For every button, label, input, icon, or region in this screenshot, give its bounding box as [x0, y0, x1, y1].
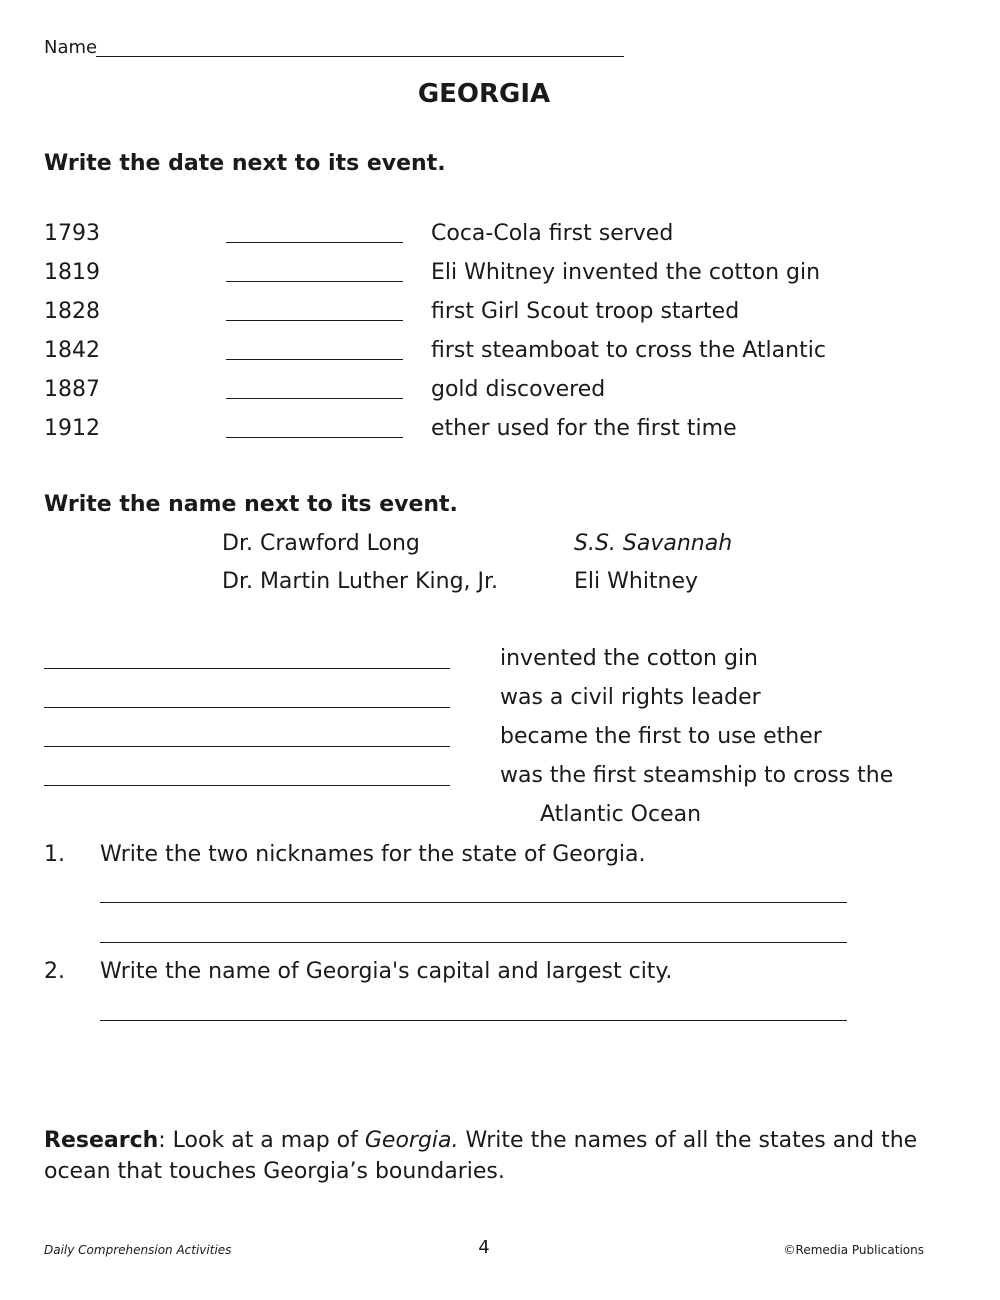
event-text: Eli Whitney invented the cotton gin	[431, 260, 821, 285]
page-title: GEORGIA	[417, 79, 551, 109]
word-bank-item: S.S. Savannah	[574, 531, 733, 556]
answer-line[interactable]	[100, 1020, 847, 1021]
question-text: Write the two nicknames for the state of Georgia.	[100, 842, 646, 867]
event-text: became the first to use ether	[500, 724, 822, 749]
section1-instruction: Write the date next to its event.	[44, 151, 446, 176]
footer-right: ©Remedia Publications	[783, 1243, 924, 1257]
date-answer-line[interactable]	[226, 398, 403, 399]
date-answer-line[interactable]	[226, 437, 403, 438]
date-1887: 1887	[44, 377, 100, 402]
event-text: gold discovered	[431, 377, 606, 402]
event-text: was a civil rights leader	[500, 685, 761, 710]
date-1912: 1912	[44, 416, 100, 441]
date-1793: 1793	[44, 221, 100, 246]
question-number: 2.	[44, 959, 65, 984]
date-answer-line[interactable]	[226, 359, 403, 360]
page-number: 4	[478, 1237, 490, 1258]
answer-line[interactable]	[100, 942, 847, 943]
name-answer-line[interactable]	[44, 707, 450, 708]
section2-instruction: Write the name next to its event.	[44, 492, 458, 517]
name-answer-line[interactable]	[44, 785, 450, 786]
word-bank-item: Dr. Crawford Long	[222, 531, 420, 556]
research-label: Research	[44, 1128, 159, 1153]
research-line-1	[44, 1128, 917, 1154]
footer-left: Daily Comprehension Activities	[44, 1243, 232, 1257]
answer-line[interactable]	[100, 902, 847, 903]
research-line-2: ocean that touches Georgia’s boundaries.	[44, 1159, 505, 1184]
name-answer-line[interactable]	[44, 746, 450, 747]
event-text-continued: Atlantic Ocean	[540, 802, 702, 827]
research-text: Write the names of all the states and the	[458, 1128, 918, 1153]
question-number: 1.	[44, 842, 65, 867]
name-label: Name	[44, 37, 98, 58]
research-text: : Look at a map of	[158, 1128, 365, 1153]
name-answer-line[interactable]	[44, 668, 450, 669]
date-1819: 1819	[44, 260, 100, 285]
research-map-word: Georgia.	[364, 1128, 459, 1153]
date-1828: 1828	[44, 299, 100, 324]
event-text: first Girl Scout troop started	[431, 299, 740, 324]
word-bank-item: Eli Whitney	[574, 569, 699, 594]
date-answer-line[interactable]	[226, 242, 403, 243]
event-text: invented the cotton gin	[500, 646, 758, 671]
date-answer-line[interactable]	[226, 281, 403, 282]
question-text: Write the name of Georgia's capital and largest city.	[100, 959, 673, 984]
event-text: was the first steamship to cross the	[500, 763, 894, 788]
date-answer-line[interactable]	[226, 320, 403, 321]
event-text: ether used for the first time	[431, 416, 737, 441]
date-1842: 1842	[44, 338, 100, 363]
event-text: first steamboat to cross the Atlantic	[431, 338, 826, 363]
word-bank-item: Dr. Martin Luther King, Jr.	[222, 569, 499, 594]
name-input-line[interactable]	[96, 56, 624, 57]
event-text: Coca-Cola first served	[431, 221, 674, 246]
